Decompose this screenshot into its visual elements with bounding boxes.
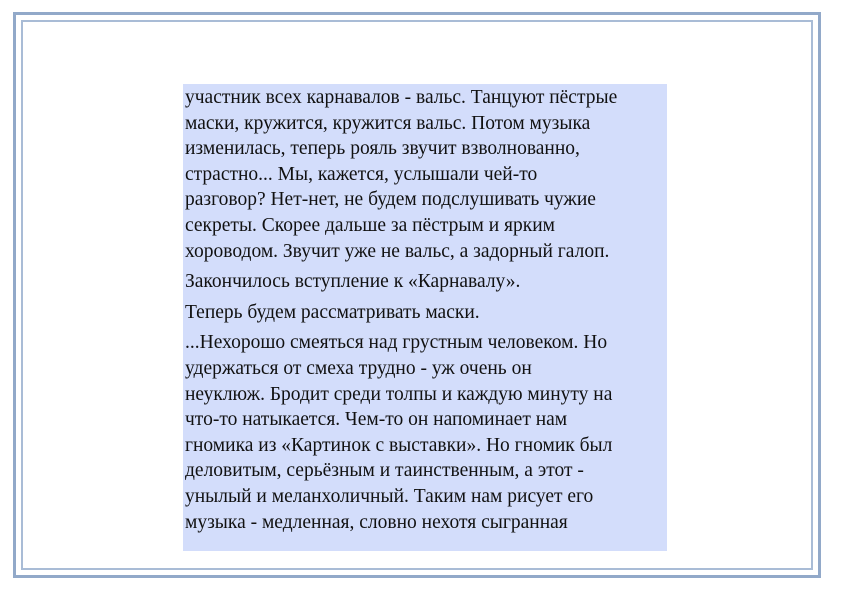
text-box xyxy=(183,84,667,551)
paragraph-masks: Теперь будем рассматривать маски. xyxy=(185,301,480,323)
paragraph-gnome: ...Нехорошо смеяться над грустным человеком. Но удержаться от смеха трудно - уж очень он неуклюж. Бродит среди толпы и каждую минуту на что-то натыкается. Чем-то он напоминает нам гномика из «Картинок с выставки». Но гномик был деловитым, серьёзным и таинственным, а этот - унылый и меланхоличный. Таким нам рисует его музыка - медленная, словно нехотя сыгранная xyxy=(185,332,613,533)
paragraph-intro-end: Закончилось вступление к «Карнавалу». xyxy=(185,271,521,293)
paragraph-waltz: участник всех карнавалов - вальс. Танцуют пёстрые маски, кружится, кружится вальс. Потом музыка изменилась, теперь рояль звучит взволнованно, страстно... Мы, кажется, услышали чей-то разговор? Нет-нет, не будем подслушивать чужие секреты. Скорее дальше за пёстрым и ярким хороводом. Звучит уже не вальс, а задорный галоп. xyxy=(185,87,618,262)
